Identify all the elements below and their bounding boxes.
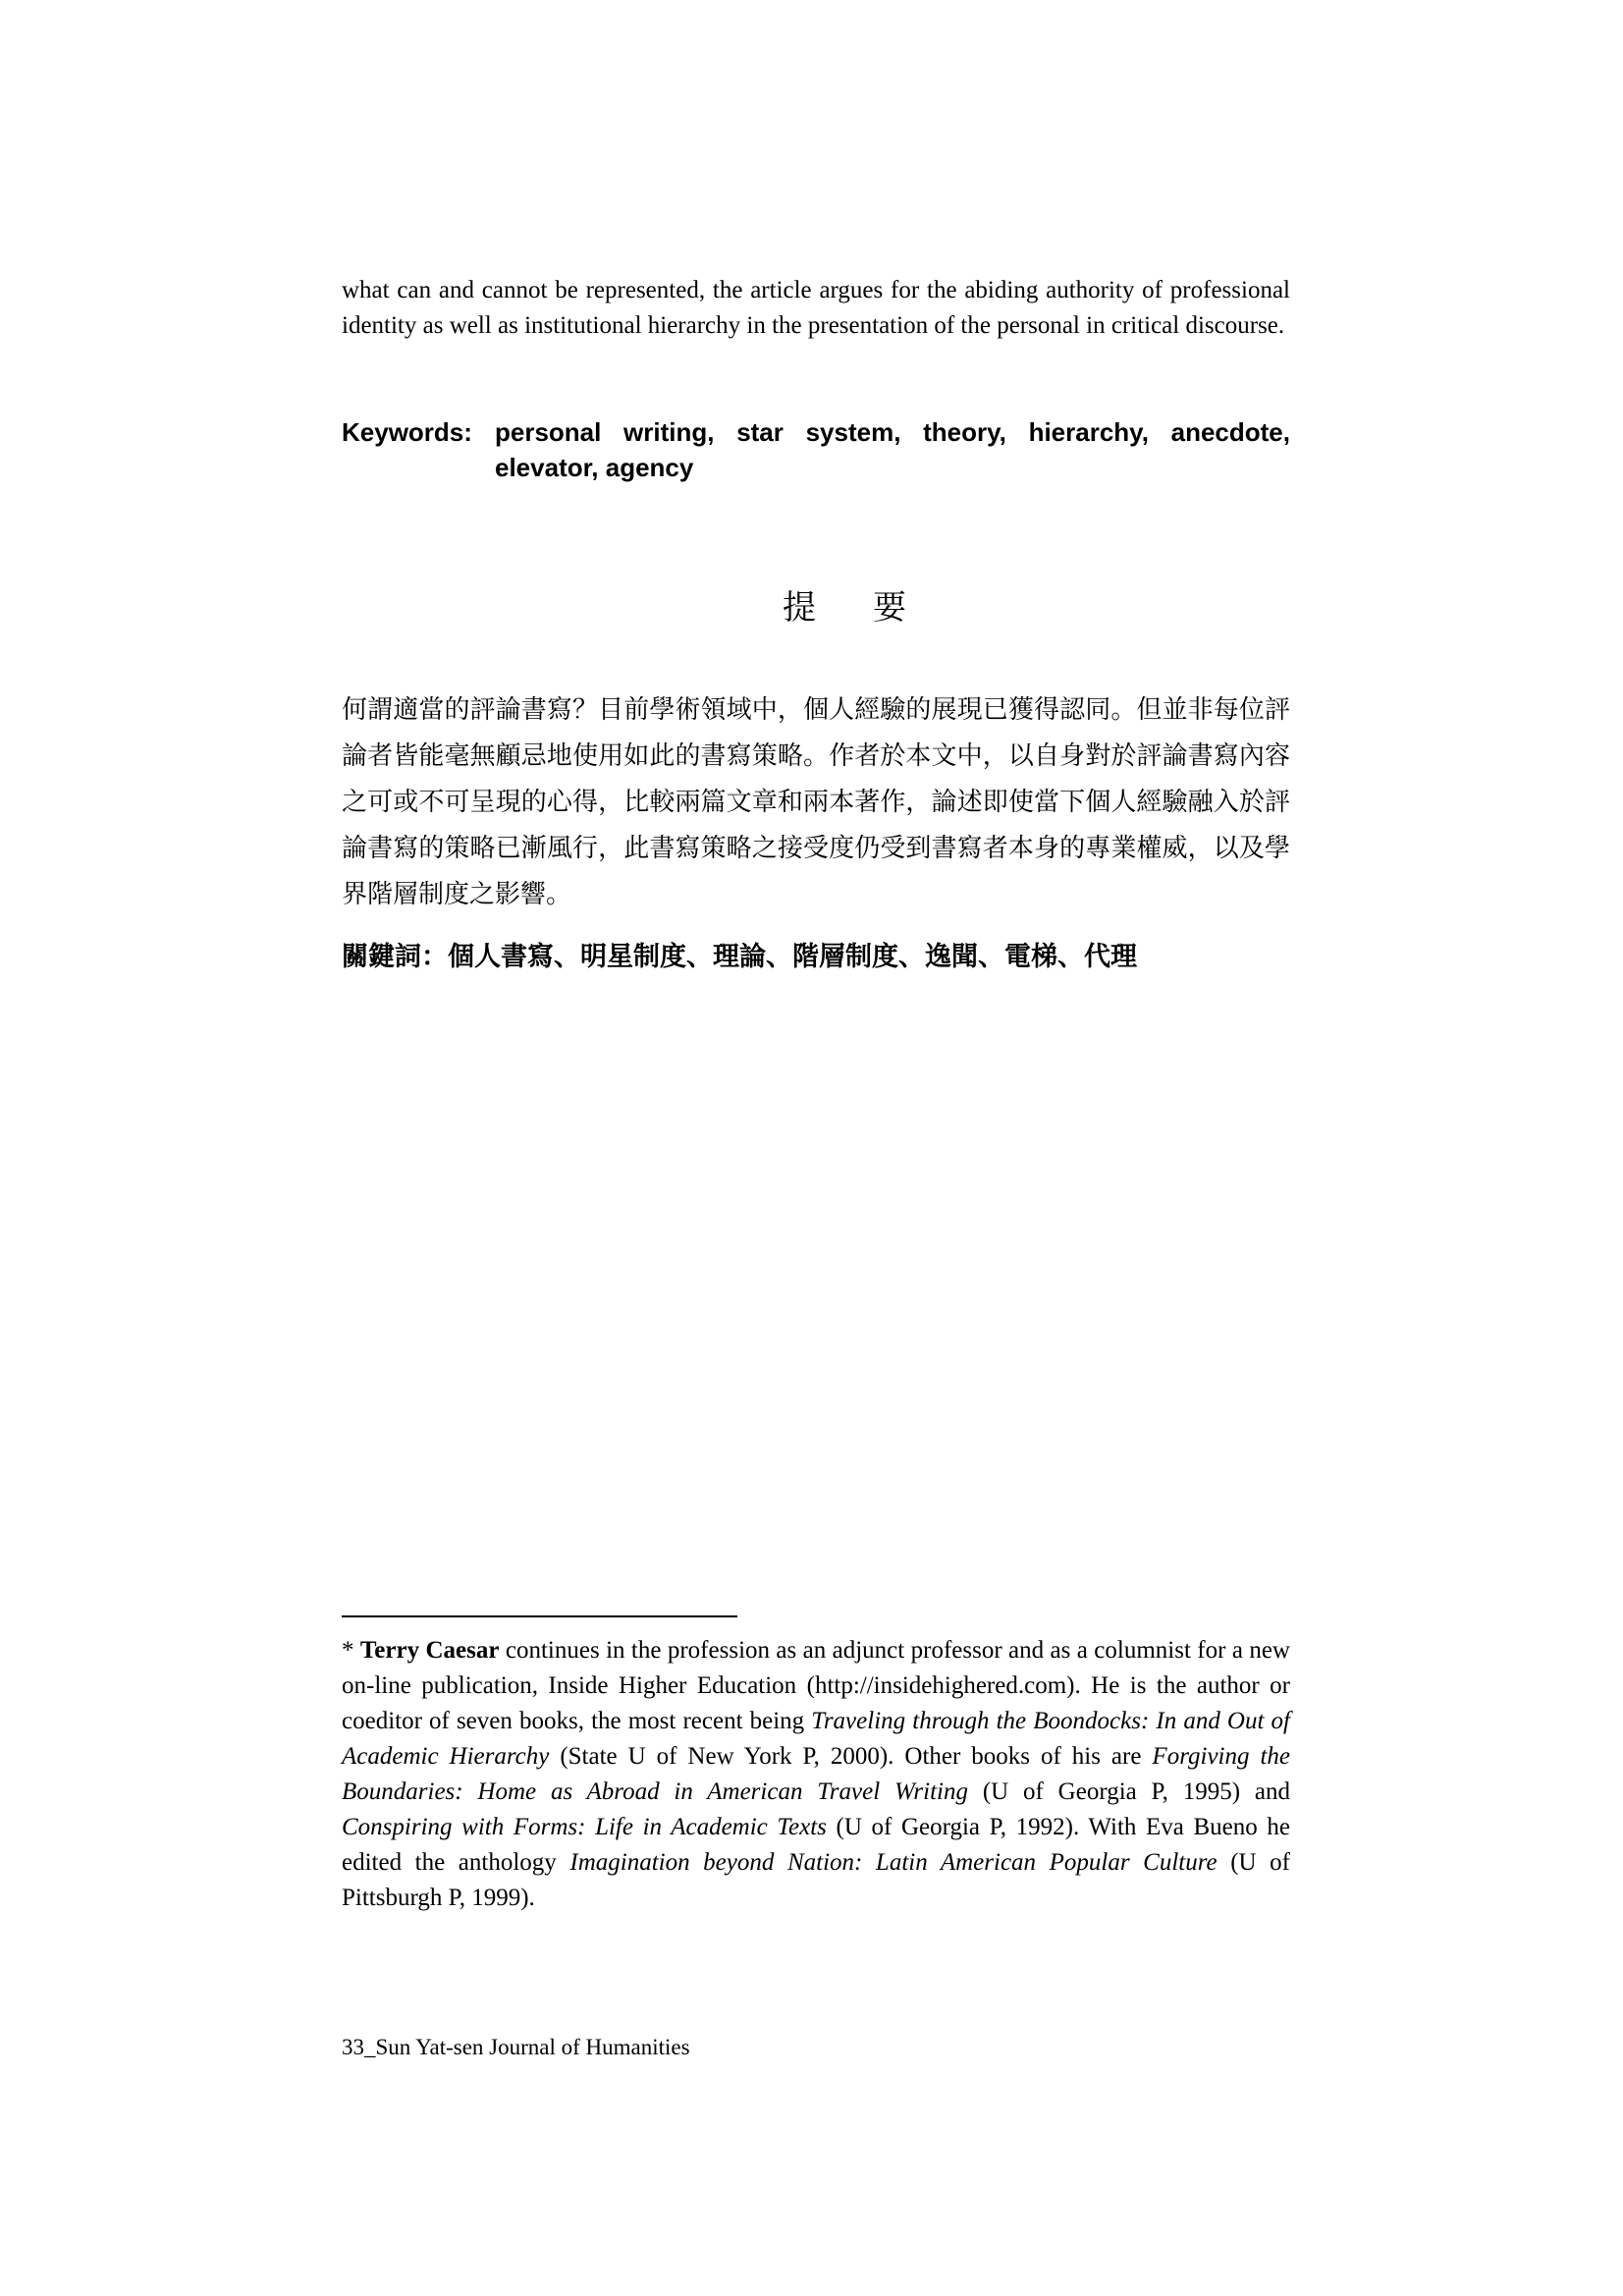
footnote-marker: *	[342, 1637, 354, 1664]
footnote-book-title: Traveling through the Boondocks: In and Out of Academic Hierarchy	[342, 1708, 1290, 1770]
chinese-abstract-heading: 提要	[783, 588, 963, 628]
chinese-abstract-body: 何謂適當的評論書寫？目前學術領域中，個人經驗的展現已獲得認同。但並非每位評論者皆能毫無顧忌地使用如此的書寫策略。作者於本文中，以自身對於評論書寫內容之可或不可呈現的心得，比較兩篇文章和兩本著作，論述即使當下個人經驗融入於評論書寫的策略已漸風行，此書寫策略之接受度仍受到書寫者本身的專業權威，以及學界階層制度之影響。	[342, 695, 1290, 909]
keywords-label: Keywords:	[342, 417, 472, 447]
footnote-book-title: Conspiring with Forms: Life in Academic Texts	[342, 1814, 827, 1840]
running-footer: 33_Sun Yat-sen Journal of Humanities	[342, 2035, 690, 2059]
footnote-book-title: Imagination beyond Nation: Latin American Popular Culture	[569, 1849, 1217, 1876]
abstract-continuation: what can and cannot be represented, the article argues for the abiding authority of professional identity as well as institutional hierarchy in the presentation of the personal in critical discourse.	[342, 277, 1290, 339]
author-footnote	[342, 1633, 1290, 1916]
footnote-text: continues in the profession as an adjunct professor and as a columnist for a new on-line publication, Inside Higher Education (http://insidehighered.com). He is the author or coeditor of seven books, the most recent being	[342, 1637, 1290, 1734]
keywords-english	[342, 414, 1290, 485]
footnote-divider	[342, 1615, 737, 1617]
footnote-text: (U of Georgia P, 1992). With Eva Bueno he edited the anthology	[342, 1814, 1290, 1876]
chinese-keywords: 關鍵詞：個人書寫、明星制度、理論、階層制度、逸聞、電梯、代理	[342, 942, 1137, 972]
footnote-text: (U of Georgia P, 1995) and	[968, 1778, 1291, 1805]
keywords-list: personal writing, star system, theory, hierarchy, anecdote, elevator, agency	[495, 417, 1290, 482]
footnote-text: (State U of New York P, 2000). Other books of his are	[549, 1743, 1153, 1770]
footnote-author-name: Terry Caesar	[359, 1637, 500, 1664]
footnote-text: (U of Pittsburgh P, 1999).	[342, 1849, 1290, 1911]
footnote-book-title: Forgiving the Boundaries: Home as Abroad in American Travel Writing	[342, 1743, 1290, 1805]
